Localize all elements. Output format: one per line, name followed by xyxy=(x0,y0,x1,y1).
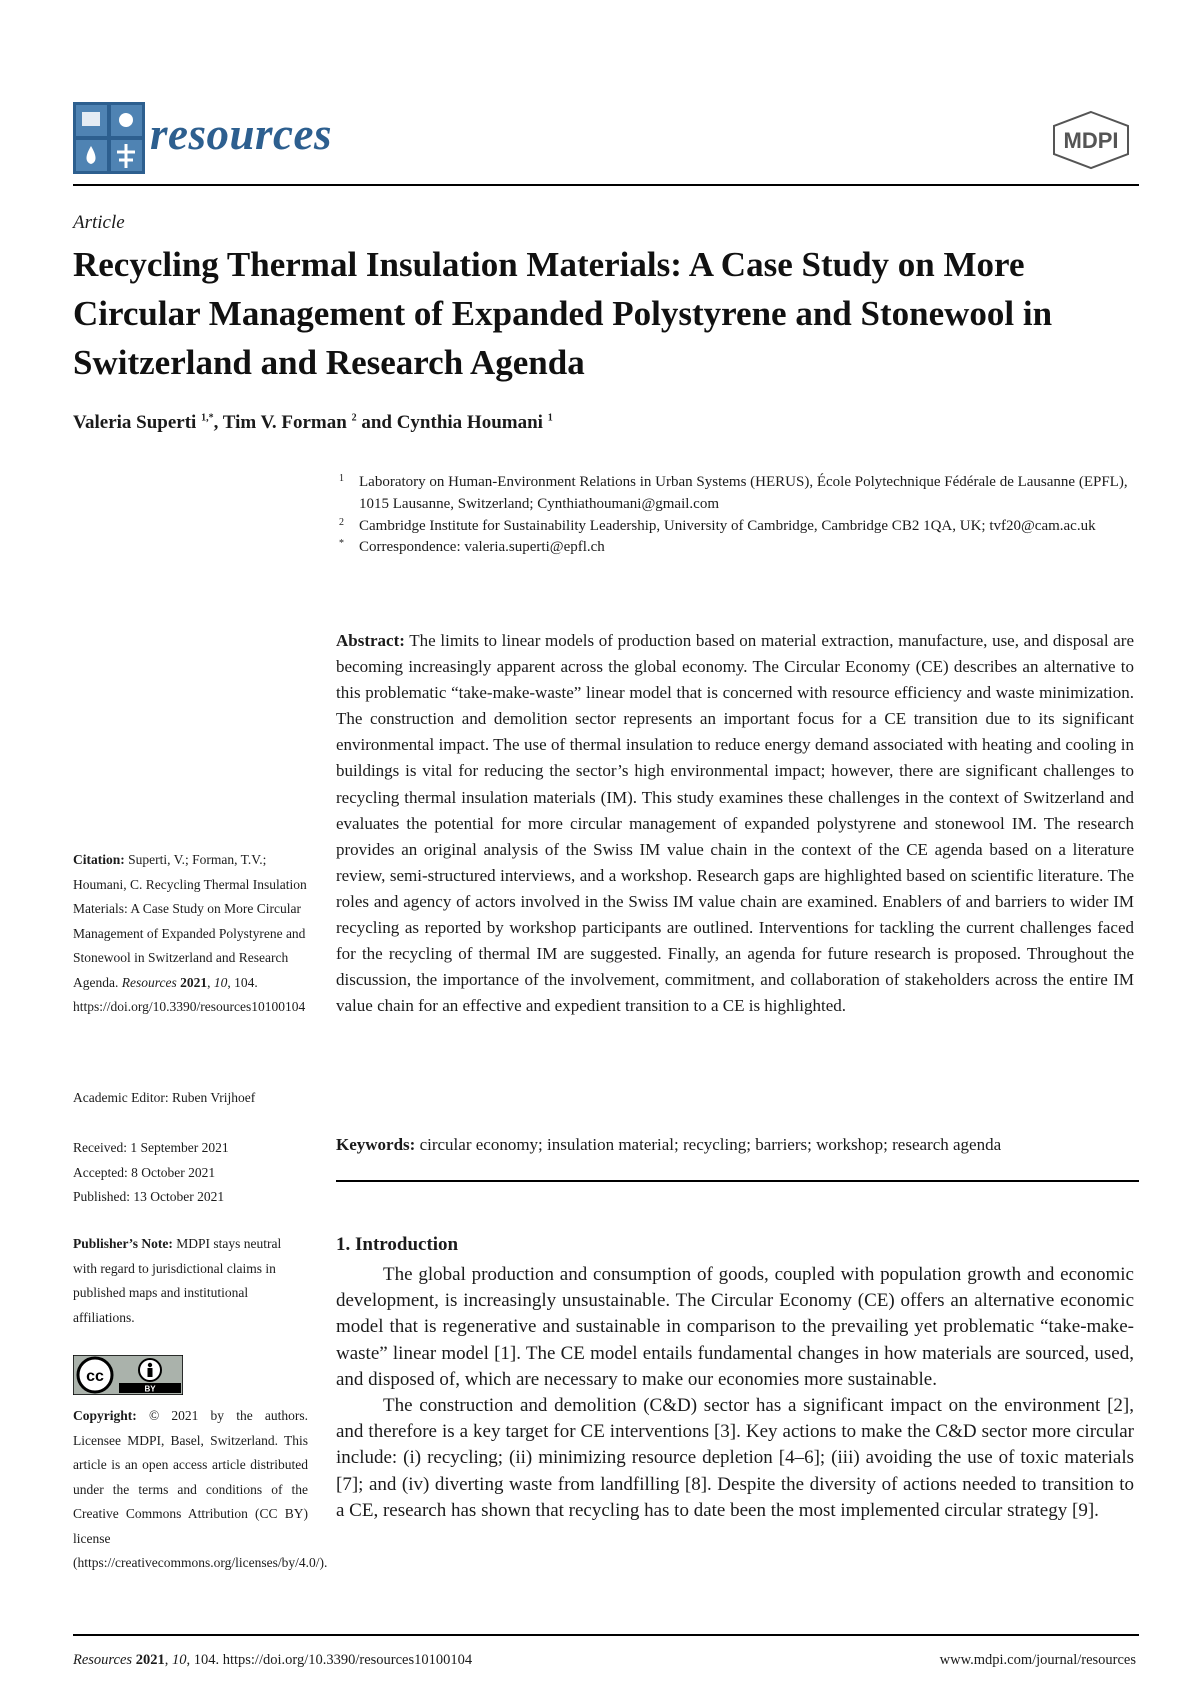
author-list: Valeria Superti $^{1,*}$, Tim V. Forman $^2$ and Cynthia Houmani $^1$ xyxy=(73,412,553,433)
introduction-body xyxy=(336,1262,1134,1524)
author-name: Valeria Superti xyxy=(73,412,197,433)
keywords-text: circular economy; insulation material; recycling; barriers; workshop; research agenda xyxy=(419,1135,1002,1154)
footer-divider xyxy=(73,1634,1139,1636)
mdpi-logo-icon xyxy=(1046,108,1136,172)
journal-name: resources xyxy=(150,109,332,159)
copyright-notice: Copyright: © 2021 by the authors. Licensee MDPI, Basel, Switzerland. This article is an open access article distributed under the terms and conditions of the Creative Commons Attribution (CC BY) license (https://creativecommons.org/licenses/by/4.0/). xyxy=(73,1408,328,1570)
journal-logo-icon xyxy=(73,102,145,174)
author-name: Tim V. Forman xyxy=(222,412,347,433)
citation: Citation: Superti, V.; Forman, T.V.; Houmani, C. Recycling Thermal Insulation Materials: A Case Study on More Circular Management of Expanded Polystyrene and Stonewool in Switzerland and Research Agenda. Resources 2021, 10, 104. https://doi.org/10.3390/resources10100104 xyxy=(73,852,307,1014)
footer-doi-link[interactable]: , 104. https://doi.org/10.3390/resources10100104 xyxy=(186,1652,473,1668)
svg-text:cc: cc xyxy=(86,1368,104,1385)
license-badge-label: BY xyxy=(144,1384,156,1394)
header-divider xyxy=(73,184,1139,186)
affiliation-item: 1 Laboratory on Human-Environment Relations in Urban Systems (HERUS), École Polytechnique Fédérale de Lausanne (EPFL), 1015 Lausanne, Switzerland; Cynthiathoumani@gmail.com xyxy=(339,473,1128,512)
abstract-text: The limits to linear models of production based on material extraction, manufacture, use, and disposal are becoming increasingly apparent across the global economy. The Circular Economy (CE) describes an alternative to this problematic “take-make-waste” linear model that is concerned with resource efficiency and waste minimization. The construction and demolition sector represents an important focus for a CE transition due to its significant environmental impact. The use of thermal insulation to reduce energy demand associated with heating and cooling in buildings is vital for reducing the sector’s high environmental impact; however, there are significant challenges to recycling thermal insulation materials (IM). This study examines these challenges in the context of Switzerland and evaluates the potential for more circular management of expanded polystyrene and stonewool IM. The research provides an original analysis of the Swiss IM value chain in the context of the CE agenda based on a literature review, semi-structured interviews, and a workshop. Research gaps are highlighted based on scientific literature. The roles and agency of actors involved in the Swiss IM value chain are examined. Enablers of and barriers to wider IM recycling as reported by workshop participants are outlined. Interventions for tackling the current challenges faced for the recycling of thermal IM are suggested. Finally, an agenda for future research is proposed. Throughout the discussion, the importance of the involvement, commitment, and collaboration of stakeholders across the entire IM value chain for an effective and expedient transition to a CE is highlighted. xyxy=(336,631,1134,1016)
article-title: Recycling Thermal Insulation Materials: A Case Study on More Circular Management of Expanded Polystyrene and Stonewool in Switzerland and Research Agenda xyxy=(73,245,1053,382)
publication-dates xyxy=(73,1136,308,1210)
accepted-date: Accepted: 8 October 2021 xyxy=(73,1164,216,1180)
cc-by-license-icon[interactable] xyxy=(73,1355,183,1395)
received-date: Received: 1 September 2021 xyxy=(73,1140,229,1155)
publisher-name: MDPI xyxy=(1063,128,1119,153)
author-affiliation-mark: 2 xyxy=(351,412,357,424)
citation-doi-link[interactable]: , 104. https://doi.org/10.3390/resources10100104 xyxy=(73,974,306,1014)
section-heading: 1. Introduction xyxy=(336,1234,459,1255)
author-affiliation-mark: 1 xyxy=(547,412,553,424)
affiliation-item: 2 Cambridge Institute for Sustainability Leadership, University of Cambridge, Cambridge CB2 1QA, UK; tvf20@cam.ac.uk xyxy=(339,516,1096,534)
keywords xyxy=(336,1132,1134,1158)
correspondence: * Correspondence: valeria.superti@epfl.ch xyxy=(339,538,605,556)
keywords-label: Keywords: xyxy=(336,1135,416,1154)
paragraph: The construction and demolition (C&D) sector has a significant impact on the environment [2], and therefore is a key target for CE interventions [3]. Key actions to make the C&D sector more circular include: (i) recycling; (ii) minimizing resource depletion [4–6]; (iii) avoiding the use of toxic materials [7]; and (iv) diverting waste from landfilling [8]. Despite the diversity of actions needed to transition to a CE, research has shown that recycling has to date been the most implemented circular strategy [9]. xyxy=(336,1395,1134,1521)
section-divider xyxy=(336,1180,1139,1182)
published-date: Published: 13 October 2021 xyxy=(73,1189,225,1204)
publishers-note: Publisher’s Note: MDPI stays neutral with regard to jurisdictional claims in published maps and institutional affiliations. xyxy=(73,1236,282,1325)
paragraph: The global production and consumption of goods, coupled with population growth and economic development, is increasingly unsustainable. The Circular Economy (CE) offers an alternative economic model that is regenerative and sustainable in comparison to the prevailing yet problematic “take-make-waste” linear model [1]. The CE model entails fundamental changes in how materials are sourced, used, and disposed of, which are necessary to make our economies more sustainable. xyxy=(336,1264,1134,1390)
author-name: Cynthia Houmani xyxy=(396,412,543,433)
footer-citation: Resources 2021, 10, 104. https://doi.org/10.3390/resources10100104 xyxy=(73,1652,473,1668)
footer-journal-url[interactable]: www.mdpi.com/journal/resources xyxy=(939,1652,1136,1668)
article-type: Article xyxy=(73,212,125,233)
author-affiliation-mark: 1,* xyxy=(201,412,214,424)
affiliations xyxy=(333,472,1133,559)
abstract-label: Abstract: xyxy=(336,631,405,650)
abstract xyxy=(336,628,1134,1019)
academic-editor: Academic Editor: Ruben Vrijhoef xyxy=(73,1090,256,1105)
